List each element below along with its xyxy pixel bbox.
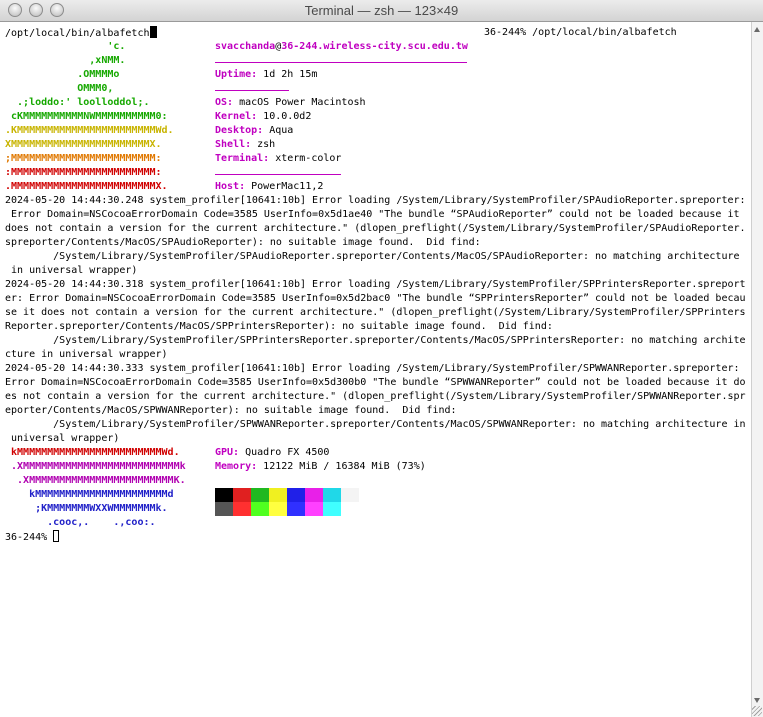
info-key: GPU:: [215, 447, 240, 458]
log-line: se it does not contain a version for the current architecture." (dlopen_preflight(/System/Library/SystemProfiler/SPPrinters: [5, 307, 746, 318]
logo-line: XMMMMMMMMMMMMMMMMMMMMMMMX.: [5, 139, 162, 150]
logo-line: .cooc,. .,coo:.: [5, 517, 156, 528]
separator-line: [215, 90, 289, 91]
at-sign: @: [275, 41, 282, 52]
log-line: /System/Library/SystemProfiler/SPAudioReporter.spreporter/Contents/MacOS/SPAudioReporter: no matching architecture: [5, 251, 740, 262]
logo-line: ;MMMMMMMMMMMMMMMMMMMMMMMM:: [5, 153, 162, 164]
user-name: svacchanda: [215, 41, 276, 52]
info-key: Host:: [215, 181, 246, 192]
log-line: /System/Library/SystemProfiler/SPPrintersReporter.spreporter/Contents/MacOS/SPPrintersReporter: no matching archite: [5, 335, 746, 346]
logo-line: 'c.: [5, 41, 126, 52]
info-row: [215, 180, 323, 194]
user-host: [215, 40, 468, 54]
scrollbar[interactable]: [751, 22, 763, 717]
log-line: er: Error Domain=NSCocoaErrorDomain Code=3585 UserInfo=0x5d2bac0 "The bundle “SPPrintersReporter” could not be loaded becau: [5, 293, 746, 304]
info-value: PowerMac11,2: [245, 181, 324, 192]
logo-line: .XMMMMMMMMMMMMMMMMMMMMMMMMK.: [5, 475, 186, 486]
color-swatch: [323, 488, 341, 502]
info-row: [215, 124, 293, 138]
logo-line: cKMMMMMMMMMMNWMMMMMMMMMM0:: [5, 111, 168, 122]
cursor-icon: [150, 26, 157, 38]
color-swatch: [233, 488, 251, 502]
color-swatch: [251, 502, 269, 516]
logo-line: .XMMMMMMMMMMMMMMMMMMMMMMMMMMk: [5, 461, 186, 472]
command-line: /opt/local/bin/albafetch: [5, 26, 157, 40]
log-line: does not contain a version for the current architecture." (dlopen_preflight(/System/Library/SystemProfiler/SPAudioReporter.: [5, 223, 746, 234]
info-value: 12122 MiB / 16384 MiB (73%): [257, 461, 426, 472]
info-row: [215, 96, 366, 110]
host-name: 36-244.wireless-city.scu.edu.tw: [281, 41, 468, 52]
info-value: 1d 2h 15m: [257, 69, 318, 80]
separator-line: [215, 62, 467, 63]
logo-line: .;loddo:' loolloddol;.: [5, 97, 150, 108]
info-row: [215, 152, 341, 166]
window-title: Terminal — zsh — 123×49: [304, 3, 459, 18]
info-key: Terminal:: [215, 153, 270, 164]
info-row: [215, 460, 426, 474]
log-line: Reporter.spreporter/Contents/MacOS/SPPrintersReporter): no suitable image found. Did find:: [5, 321, 553, 332]
info-row: [215, 68, 317, 82]
info-key: OS:: [215, 97, 234, 108]
logo-line: ;KMMMMMMMWXXWMMMMMMMk.: [5, 503, 168, 514]
final-prompt: 36-244%: [5, 530, 59, 544]
color-swatch: [215, 488, 233, 502]
info-value: macOS Power Macintosh: [233, 97, 366, 108]
resize-grip-icon[interactable]: [752, 706, 762, 716]
title-bar: [0, 0, 763, 22]
info-key: Shell:: [215, 139, 252, 150]
color-swatch: [269, 502, 287, 516]
log-line: /System/Library/SystemProfiler/SPWWANReporter.spreporter/Contents/MacOS/SPWWANReporter: no matching architecture in: [5, 419, 746, 430]
color-swatch: [305, 502, 323, 516]
color-swatch: [323, 502, 341, 516]
scroll-up-icon[interactable]: [754, 27, 760, 32]
color-swatch: [341, 488, 359, 502]
info-value: zsh: [251, 139, 276, 150]
right-prompt: 36-244% /opt/local/bin/albafetch: [484, 27, 677, 38]
color-swatch: [233, 502, 251, 516]
info-value: Aqua: [263, 125, 294, 136]
info-row: [215, 110, 311, 124]
color-swatch: [251, 488, 269, 502]
logo-line: :MMMMMMMMMMMMMMMMMMMMMMMM:: [5, 167, 162, 178]
logo-line: .KMMMMMMMMMMMMMMMMMMMMMMMWd.: [5, 125, 174, 136]
info-key: Desktop:: [215, 125, 264, 136]
info-key: Uptime:: [215, 69, 258, 80]
color-swatch: [341, 502, 359, 516]
log-line: 2024-05-20 14:44:30.333 system_profiler[10641:10b] Error loading /System/Library/SystemProfiler/SPWWANReporter.spreporter:: [5, 363, 740, 374]
info-key: Memory:: [215, 461, 258, 472]
log-line: in universal wrapper): [5, 265, 138, 276]
log-line: universal wrapper): [5, 433, 120, 444]
log-line: Error Domain=NSCocoaErrorDomain Code=3585 UserInfo=0x5d300b0 "The bundle “SPWWANReporter” could not be loaded because it do: [5, 377, 746, 388]
info-value: Quadro FX 4500: [239, 447, 330, 458]
log-line: es not contain a version for the current architecture." (dlopen_preflight(/System/Library/SystemProfiler/SPWWANReporter.spr: [5, 391, 746, 402]
color-swatch: [287, 502, 305, 516]
info-row: [215, 138, 275, 152]
logo-line: .MMMMMMMMMMMMMMMMMMMMMMMMX.: [5, 181, 168, 192]
terminal-content[interactable]: [0, 22, 751, 717]
logo-line: ,xNMM.: [5, 55, 126, 66]
color-swatch: [287, 488, 305, 502]
logo-line: OMMM0,: [5, 83, 114, 94]
log-line: cture in universal wrapper): [5, 349, 168, 360]
color-swatch: [215, 502, 233, 516]
separator-line: [215, 174, 341, 175]
scroll-down-icon[interactable]: [754, 698, 760, 703]
color-swatch: [269, 488, 287, 502]
log-line: eporter/Contents/MacOS/SPWWANReporter): no suitable image found. Did find:: [5, 405, 457, 416]
logo-line: kMMMMMMMMMMMMMMMMMMMMMMd: [5, 489, 174, 500]
info-value: 10.0.0d2: [257, 111, 312, 122]
log-line: Error Domain=NSCocoaErrorDomain Code=3585 UserInfo=0x5d1ae40 "The bundle “SPAudioReporter” could not be loaded because it: [5, 209, 740, 220]
log-line: 2024-05-20 14:44:30.248 system_profiler[10641:10b] Error loading /System/Library/SystemProfiler/SPAudioReporter.spreporter:: [5, 195, 746, 206]
log-line: spreporter/Contents/MacOS/SPAudioReporter): no suitable image found. Did find:: [5, 237, 481, 248]
log-line: 2024-05-20 14:44:30.318 system_profiler[10641:10b] Error loading /System/Library/SystemProfiler/SPPrintersReporter.spreport: [5, 279, 746, 290]
info-value: xterm-color: [269, 153, 342, 164]
logo-line: kMMMMMMMMMMMMMMMMMMMMMMMMWd.: [5, 447, 180, 458]
logo-line: .OMMMMo: [5, 69, 120, 80]
info-row: [215, 446, 329, 460]
info-key: Kernel:: [215, 111, 258, 122]
cursor-icon: [53, 530, 59, 542]
color-swatch: [305, 488, 323, 502]
